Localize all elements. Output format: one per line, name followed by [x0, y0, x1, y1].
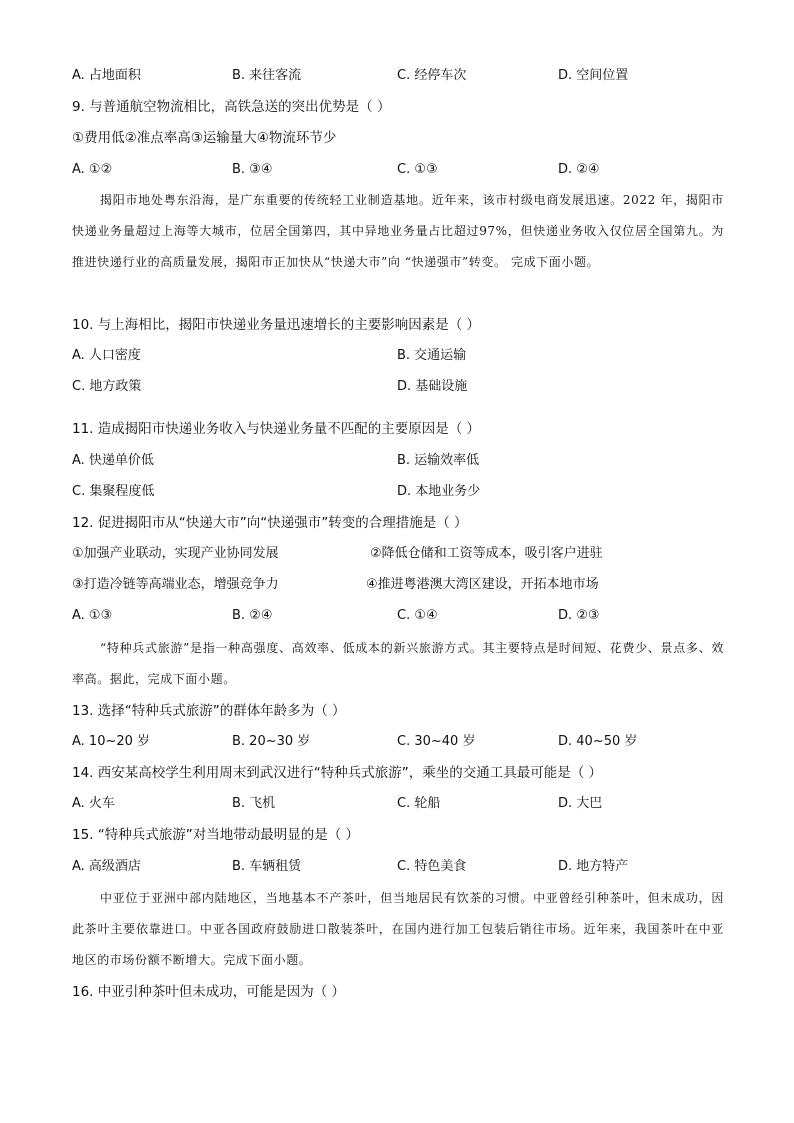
q12-option-a[interactable]: A. ①③: [72, 608, 113, 623]
q15-stem: 15. “特种兵式旅游”对当地带动最明显的是（ ）: [72, 827, 360, 843]
q12-item-2: ②降低仓储和工资等成本，吸引客户进驻: [370, 546, 603, 561]
q9-option-c[interactable]: C. ①③: [397, 162, 438, 177]
passage-central-asia-tea: [72, 883, 724, 976]
q11-option-d[interactable]: D. 本地业务少: [397, 484, 481, 499]
passage-special-forces-travel: [72, 633, 724, 695]
q9-items: ①费用低②准点率高③运输量大④物流环节少: [72, 130, 337, 146]
q9-option-d[interactable]: D. ②④: [558, 162, 600, 177]
q13-option-b[interactable]: B. 20~30 岁: [232, 734, 311, 749]
q15-option-b[interactable]: B. 车辆租赁: [232, 859, 302, 874]
passage-special-forces-travel-text: “特种兵式旅游”是指一种高强度、高效率、低成本的新兴旅游方式。其主要特点是时间短、花费少、景点多、效率高。据此，完成下面小题。: [72, 641, 724, 686]
q12-item-1: ①加强产业联动，实现产业协同发展: [72, 546, 279, 561]
q13-option-a[interactable]: A. 10~20 岁: [72, 734, 151, 749]
q15-option-a[interactable]: A. 高级酒店: [72, 859, 141, 874]
q10-option-a[interactable]: A. 人口密度: [72, 348, 141, 363]
passage-jieyang-text: 揭阳市地处粤东沿海，是广东重要的传统轻工业制造基地。近年来，该市村级电商发展迅速。2022 年，揭阳市快递业务量超过上海等大城市，位居全国第四，其中异地业务量占比超过97%，但快递业务收入仅位居全国第九。为推进快递行业的高质量发展，揭阳市正加快从“快递大市”向 “快递强市”转变。 完成下面小题。: [72, 193, 724, 269]
q12-item-3: ③打造冷链等高端业态，增强竞争力: [72, 577, 279, 592]
q9-option-a[interactable]: A. ①②: [72, 162, 113, 177]
q14-stem: 14. 西安某高校学生利用周末到武汉进行“特种兵式旅游”，乘坐的交通工具最可能是（ ）: [72, 765, 603, 781]
q10-option-d[interactable]: D. 基础设施: [397, 379, 468, 394]
q14-option-c[interactable]: C. 轮船: [397, 796, 441, 811]
q8-option-d[interactable]: D. 空间位置: [558, 68, 629, 83]
q11-stem: 11. 造成揭阳市快递业务收入与快递业务量不匹配的主要原因是（ ）: [72, 421, 481, 437]
q13-stem: 13. 选择“特种兵式旅游”的群体年龄多为（ ）: [72, 703, 346, 719]
q8-option-a[interactable]: A. 占地面积: [72, 68, 141, 83]
q16-stem: 16. 中亚引种茶叶但未成功，可能是因为（ ）: [72, 984, 346, 1000]
q10-option-c[interactable]: C. 地方政策: [72, 379, 142, 394]
q10-stem: 10. 与上海相比，揭阳市快递业务量迅速增长的主要影响因素是（ ）: [72, 317, 481, 333]
q12-option-c[interactable]: C. ①④: [397, 608, 438, 623]
q10-option-b[interactable]: B. 交通运输: [397, 348, 467, 363]
q11-option-b[interactable]: B. 运输效率低: [397, 453, 480, 468]
q9-stem: 9. 与普通航空物流相比，高铁急送的突出优势是（ ）: [72, 99, 391, 115]
q12-option-d[interactable]: D. ②③: [558, 608, 600, 623]
q15-option-c[interactable]: C. 特色美食: [397, 859, 467, 874]
q14-option-a[interactable]: A. 火车: [72, 796, 115, 811]
q12-option-b[interactable]: B. ②④: [232, 608, 273, 623]
passage-central-asia-tea-text: 中亚位于亚洲中部内陆地区，当地基本不产茶叶，但当地居民有饮茶的习惯。中亚曾经引种茶叶，但未成功，因此茶叶主要依靠进口。中亚各国政府鼓励进口散装茶叶，在国内进行加工包装后销往市场。近年来，我国茶叶在中亚地区的市场份额不断增大。完成下面小题。: [72, 891, 724, 967]
q13-option-c[interactable]: C. 30~40 岁: [397, 734, 476, 749]
q11-option-c[interactable]: C. 集聚程度低: [72, 484, 155, 499]
q12-item-4: ④推进粤港澳大湾区建设，开拓本地市场: [366, 577, 599, 592]
q9-option-b[interactable]: B. ③④: [232, 162, 273, 177]
q12-stem: 12. 促进揭阳市从“快递大市”向“快递强市”转变的合理措施是（ ）: [72, 515, 468, 531]
q14-option-b[interactable]: B. 飞机: [232, 796, 276, 811]
q8-option-b[interactable]: B. 来往客流: [232, 68, 302, 83]
passage-jieyang: [72, 185, 724, 278]
q8-option-c[interactable]: C. 经停车次: [397, 68, 467, 83]
q13-option-d[interactable]: D. 40~50 岁: [558, 734, 638, 749]
q11-option-a[interactable]: A. 快递单价低: [72, 453, 154, 468]
q15-option-d[interactable]: D. 地方特产: [558, 859, 629, 874]
q14-option-d[interactable]: D. 大巴: [558, 796, 603, 811]
